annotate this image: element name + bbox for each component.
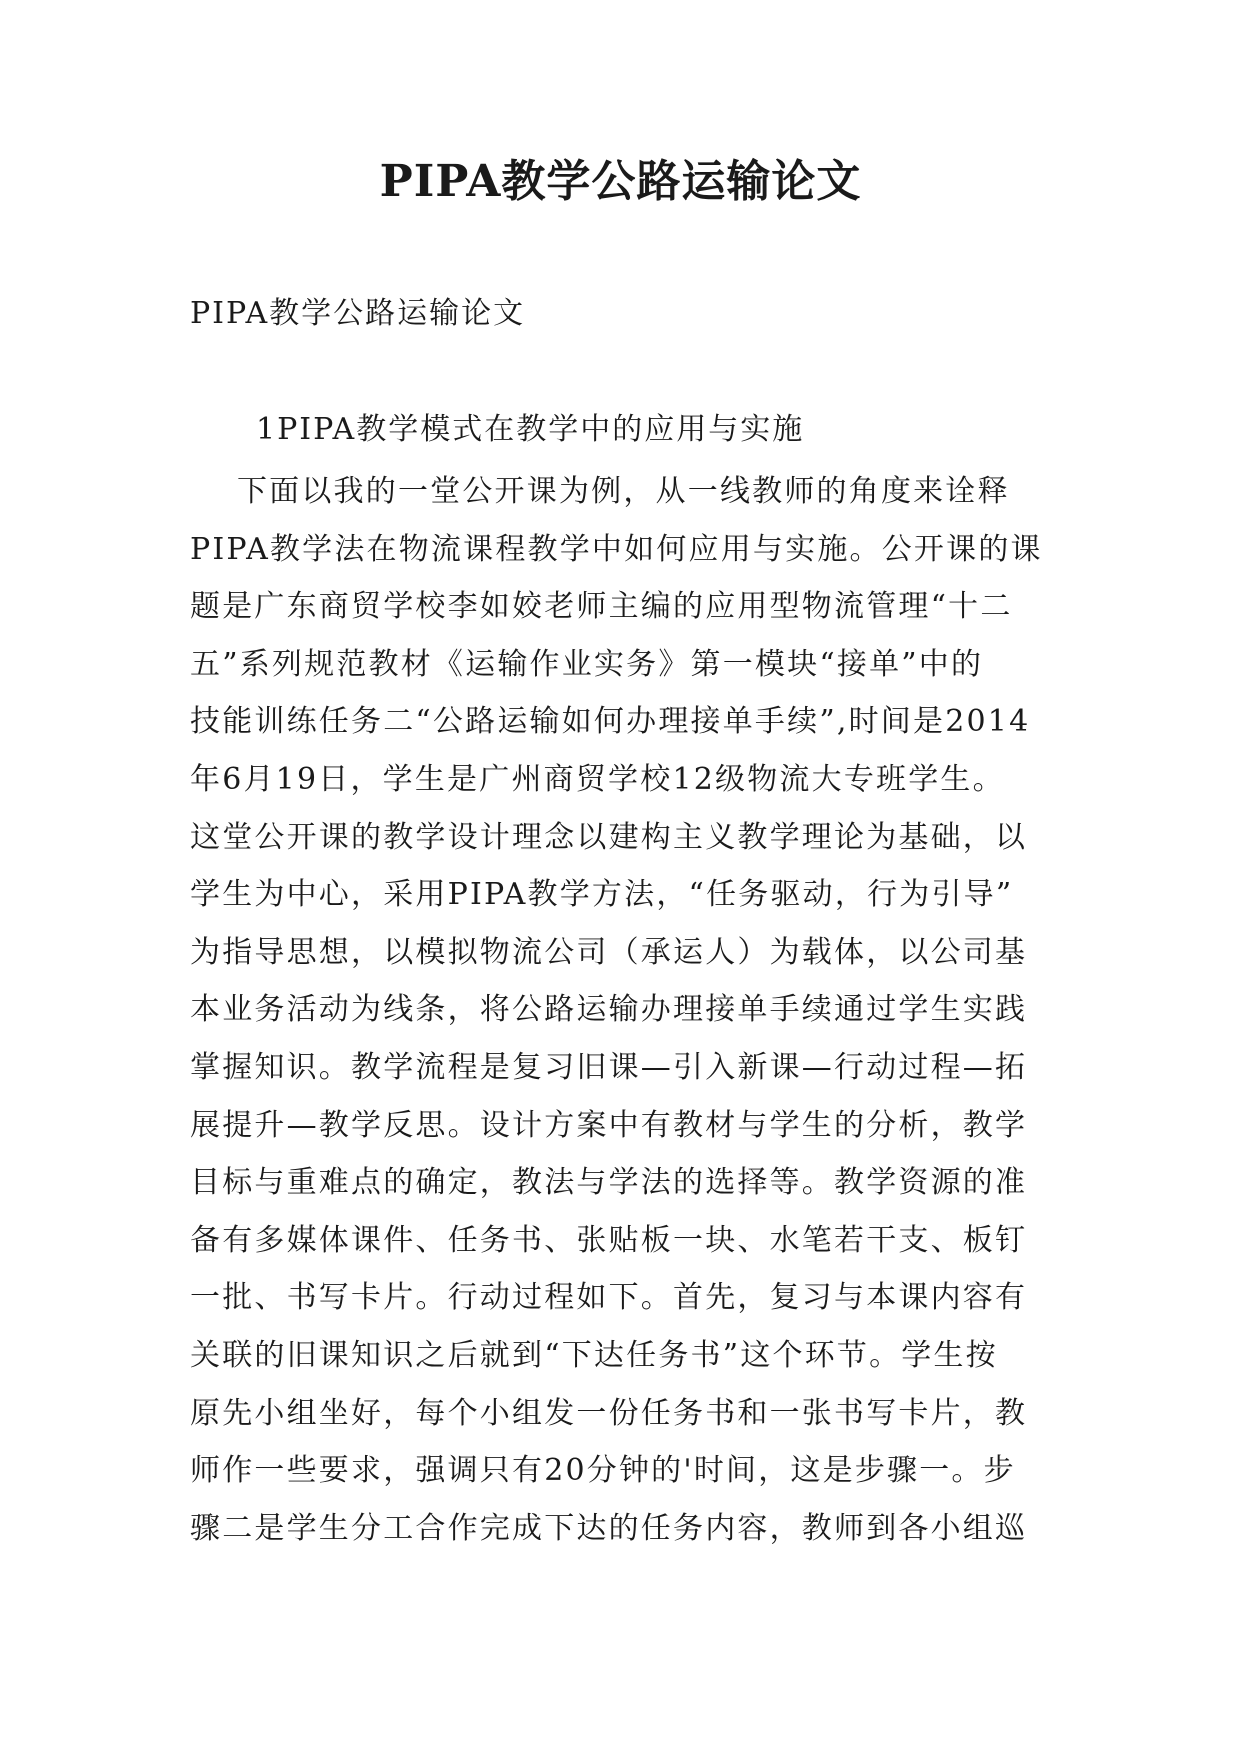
- body-paragraph: [190, 463, 1058, 1557]
- body-line: PIPA教学法在物流课程教学中如何应用与实施。公开课的课: [190, 531, 1043, 567]
- body-line: 本业务活动为线条，将公路运输办理接单手续通过学生实践: [190, 992, 1028, 1028]
- body-line: 师作一些要求，强调只有20分钟的'时间，这是步骤一。步: [190, 1453, 1016, 1489]
- body-line: 一批、书写卡片。行动过程如下。首先，复习与本课内容有: [190, 1280, 1028, 1316]
- body-line: 为指导思想，以模拟物流公司（承运人）为载体，以公司基: [190, 934, 1028, 970]
- body-line: 技能训练任务二“公路运输如何办理接单手续”,时间是2014: [190, 704, 1031, 740]
- body-line: 目标与重难点的确定，教法与学法的选择等。教学资源的准: [190, 1165, 1028, 1201]
- body-line: 下面以我的一堂公开课为例，从一线教师的角度来诠释: [190, 474, 1010, 509]
- body-line: 展提升—教学反思。设计方案中有教材与学生的分析，教学: [190, 1107, 1028, 1143]
- body-line: 年6月19日，学生是广州商贸学校12级物流大专班学生。: [190, 761, 1005, 797]
- section-heading: 1PIPA教学模式在教学中的应用与实施: [256, 412, 805, 447]
- body-line: 学生为中心，采用PIPA教学方法，“任务驱动，行为引导”: [190, 877, 1014, 913]
- body-line: 五”系列规范教材《运输作业实务》第一模块“接单”中的: [190, 646, 984, 682]
- body-line: 原先小组坐好，每个小组发一份任务书和一张书写卡片，教: [190, 1395, 1028, 1431]
- body-line: 备有多媒体课件、任务书、张贴板一块、水笔若干支、板钉: [190, 1222, 1028, 1258]
- body-line: 关联的旧课知识之后就到“下达任务书”这个环节。学生按: [190, 1337, 998, 1373]
- body-line: 骤二是学生分工合作完成下达的任务内容，教师到各小组巡: [190, 1510, 1028, 1546]
- body-line: 掌握知识。教学流程是复习旧课—引入新课—行动过程—拓: [190, 1049, 1028, 1085]
- body-line: 这堂公开课的教学设计理念以建构主义教学理论为基础，以: [190, 819, 1028, 855]
- document-title: PIPA教学公路运输论文: [379, 156, 862, 207]
- body-line: 题是广东商贸学校李如姣老师主编的应用型物流管理“十二: [190, 589, 1013, 625]
- document-subtitle: PIPA教学公路运输论文: [190, 296, 526, 331]
